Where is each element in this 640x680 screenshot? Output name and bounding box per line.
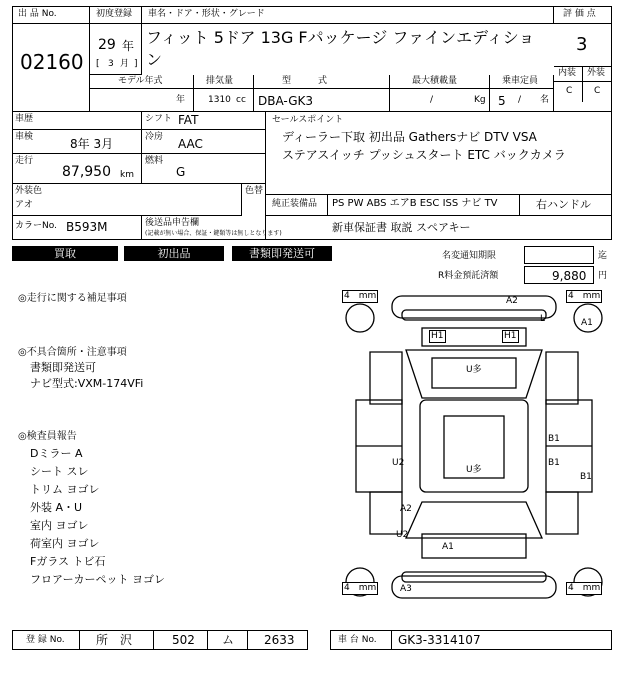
equip-label: 純正装備品	[272, 199, 318, 209]
fuel-value: G	[176, 165, 186, 179]
defect-line-2: ナビ型式:VXM-174VFi	[30, 377, 144, 390]
mark-u2-rear: U2	[396, 530, 409, 540]
int-label: 内装	[558, 68, 577, 78]
capacity-unit: 名	[540, 95, 550, 105]
mark-u-floor: U多	[466, 465, 482, 475]
inspector-line-4: 外装 A・U	[30, 501, 83, 514]
rear-left-quarter	[370, 492, 402, 534]
inspector-line-1: Dミラー A	[30, 447, 83, 460]
buy-badge: 買取	[12, 246, 118, 261]
mark-l: L	[540, 314, 546, 324]
front-right-fender	[546, 352, 578, 404]
mark-b1-b: B1	[548, 458, 560, 468]
color-no: B593M	[66, 220, 108, 234]
reg-month-unit: 月	[120, 59, 130, 69]
reg-num: 2633	[264, 633, 295, 647]
capacity-label: 乗車定員	[502, 76, 539, 86]
rear-bumper	[392, 576, 556, 598]
lot-no-label: 出 品 No.	[18, 9, 57, 19]
color-change-label: 色替	[245, 186, 264, 196]
ext-color-cell	[12, 184, 242, 216]
equip-items: PS PW ABS エアB ESC ISS ナビ TV	[332, 198, 498, 209]
inspector-line-7: Fガラス トビ石	[30, 555, 106, 568]
inspector-line-6: 荷室内 ヨゴレ	[30, 537, 100, 550]
mark-b1-c: B1	[580, 472, 592, 482]
vehicle-name-line2: ン	[146, 50, 163, 69]
shift-label: シフト	[145, 114, 173, 124]
tire-front-left	[346, 304, 374, 332]
r-fee-label: R料金預託済額	[438, 271, 499, 281]
model-year-label: モデル年式	[118, 76, 163, 86]
mark-u-roof: U多	[466, 365, 482, 375]
auction-sheet: 出 品 No. 02160 初度登録 29 年 [ 3 月 ] 車名・ドア・形状・グレード フィット 5ドア 13G Fパッケージ ファインエディショ ン 評 価 点 3 内装 外装 C C モデル年式 排気量 型 式 最大積載量 乗車定員 年 1310 cc DBA-GK3 / Kg 5 / 名 車歴 シフト FAT 車検 8年 3月 冷房 AAC 走行 87,950 km 燃料 G 外装色 アオ 色替 カラーNo. B593M 後送品申告欄 (記載が無い場合、保証・鍵類等は無しとなります) セールスポイント ディーラー下取 初出品 Gathersナビ DTV VSA ステアスイッチ プッシュスタート ETC バックカメラ 純正装備品 PS PW ABS エアB ESC ISS ナビ TV 右ハンドル 新車保証書 取説 スペアキー 買取 初出品 書類即発送可 名変通知期限 迄 R料金預託済額 9,880 円 ◎走行に関する補足事項 ◎不具合箇所・注意事項 書類即発送可 ナビ型式:VXM-174VFi ◎検査員報告 Dミラー A シート スレ トリム ヨゴレ 外装 A・U 室内 ヨゴレ 荷室内 ヨゴレ Fガラス トビ石 フロアーカーペット ヨゴレ 4 mm 4 mm 4 mm 4 mm A2 L H1 H1 A1 U多 B1 B1 B1 U2 U多 A2 U2 A1 A3 登 録 No. 所 沢 502 ム 2633 車 台 No. GK3-3314107	[0, 0, 640, 680]
front-left-fender	[370, 352, 402, 404]
ext-value: C	[594, 86, 601, 96]
tire-fl-label: 4 mm	[344, 291, 377, 301]
mark-b1-a: B1	[548, 434, 560, 444]
mark-h1-right: H1	[504, 331, 517, 341]
ac-label: 冷房	[145, 132, 164, 142]
tire-rr-label: 4 mm	[568, 583, 601, 593]
mark-a2-rear: A2	[400, 504, 412, 514]
model-type: DBA-GK3	[258, 94, 313, 108]
reg-change-unit: 迄	[598, 251, 608, 261]
mark-a2: A2	[506, 296, 518, 306]
name-label: 車名・ドア・形状・グレード	[148, 9, 265, 19]
front-bumper	[392, 296, 556, 318]
mark-h1-left: H1	[431, 331, 444, 341]
chassis-label: 車 台 No.	[338, 635, 377, 645]
reg-year: 29	[98, 37, 116, 53]
driving-label: ◎走行に関する補足事項	[18, 293, 127, 304]
inspector-line-5: 室内 ヨゴレ	[30, 519, 89, 532]
load-label: 最大積載量	[412, 76, 458, 86]
grade-label: 評 価 点	[563, 9, 596, 19]
mark-a3: A3	[400, 584, 412, 594]
inspector-label: ◎検査員報告	[18, 431, 77, 442]
r-fee: 9,880	[552, 269, 587, 283]
tire-rl-label: 4 mm	[344, 583, 377, 593]
reg-change-box	[524, 246, 594, 264]
first-listing-badge: 初出品	[124, 246, 224, 261]
displacement-label: 排気量	[206, 76, 234, 86]
shift-value: FAT	[178, 113, 199, 127]
capacity-sep: /	[518, 95, 522, 105]
reg-month: 3	[108, 59, 114, 69]
mileage-label: 走行	[15, 156, 34, 166]
ext-label: 外装	[587, 68, 606, 78]
sales-label: セールスポイント	[272, 115, 344, 125]
rear-right-quarter	[546, 492, 578, 534]
vehicle-name-line1: フィット 5ドア 13G Fパッケージ ファインエディショ	[146, 28, 535, 47]
chassis-no: GK3-3314107	[398, 633, 481, 647]
first-reg-divider	[90, 6, 142, 24]
int-value: C	[566, 86, 573, 96]
load-sep: /	[430, 95, 434, 105]
reg-change-label: 名変通知期限	[442, 251, 497, 261]
fuel-label: 燃料	[145, 156, 164, 166]
first-reg-label: 初度登録	[96, 9, 133, 19]
sales-line1: ディーラー下取 初出品 Gathersナビ DTV VSA	[282, 130, 537, 144]
docs: 新車保証書 取説 スペアキー	[332, 221, 471, 234]
cc-unit: cc	[236, 95, 246, 105]
lot-no: 02160	[20, 50, 84, 74]
mark-a1-rear: A1	[442, 542, 454, 552]
mark-a1-wheel: A1	[581, 318, 593, 328]
type-label: 型 式	[282, 76, 328, 86]
ext-color-label: 外装色	[15, 186, 43, 196]
model-year-unit: 年	[176, 95, 186, 105]
inspection-value: 8年 3月	[70, 137, 114, 151]
mileage-value: 87,950	[62, 164, 111, 180]
history-cell	[12, 112, 142, 130]
post-label: 後送品申告欄	[145, 218, 200, 228]
rear-window	[406, 502, 542, 538]
defect-line-1: 書類即発送可	[30, 361, 96, 374]
reg-place: 所 沢	[96, 633, 133, 647]
ext-color: アオ	[15, 200, 33, 210]
reg-kana: ム	[222, 633, 235, 647]
inspector-line-3: トリム ヨゴレ	[30, 483, 100, 496]
displacement: 1310	[208, 95, 231, 105]
ac-value: AAC	[178, 137, 203, 151]
inspection-label: 車検	[15, 132, 34, 142]
sales-line2: ステアスイッチ プッシュスタート ETC バックカメラ	[282, 148, 566, 162]
car-diagram	[336, 288, 612, 606]
km-unit: km	[120, 170, 134, 180]
r-fee-unit: 円	[598, 271, 608, 281]
handle: 右ハンドル	[536, 198, 591, 211]
history-label: 車歴	[15, 114, 34, 124]
reg-year-unit: 年	[122, 39, 135, 53]
post-note: (記載が無い場合、保証・鍵類等は無しとなります)	[145, 230, 282, 237]
defect-label: ◎不具合箇所・注意事項	[18, 347, 127, 358]
tire-fr-label: 4 mm	[568, 291, 601, 301]
docs-fast-badge: 書類即発送可	[232, 246, 332, 261]
mark-u2: U2	[392, 458, 405, 468]
capacity: 5	[498, 94, 506, 108]
grade-value: 3	[576, 34, 588, 55]
name-label-cell	[142, 6, 554, 24]
color-no-label: カラーNo.	[15, 221, 57, 231]
load-unit: Kg	[474, 95, 486, 105]
inspector-line-2: シート スレ	[30, 465, 89, 478]
reg-class: 502	[172, 633, 195, 647]
reg-no-label: 登 録 No.	[26, 635, 65, 645]
inspector-line-8: フロアーカーペット ヨゴレ	[30, 573, 165, 586]
